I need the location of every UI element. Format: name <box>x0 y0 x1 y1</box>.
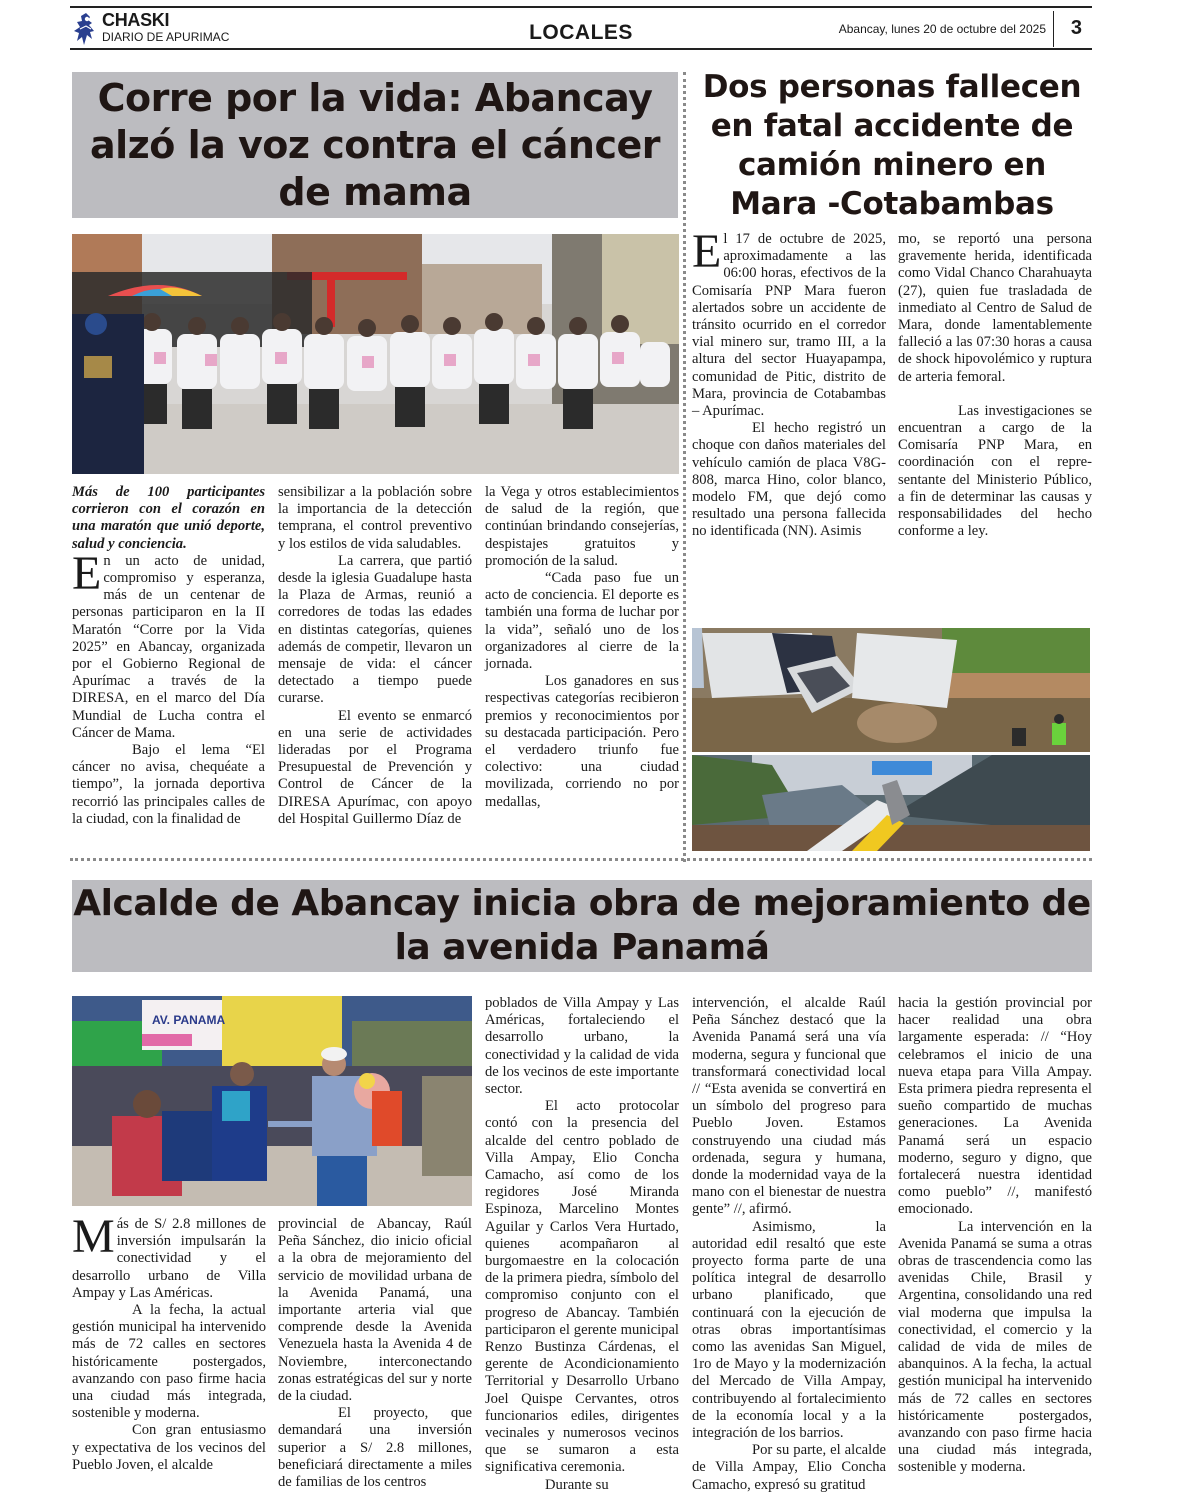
article-paragraph: El hecho registró un choque con daños materiales del vehículo camión de placa V8G-808, marca Hino, color blanco, modelo FM, que dejó como resultado una persona fallecida no identificada (NN). Asimis <box>692 420 886 540</box>
article-paragraph: mo, se reportó una persona gravemente herida, identificada como Vidal Chanco Charahuayta (27), quien fue trasladada de inmediato al Centro de Salud de Mara, donde lamentablemente falleció a las 07:30 horas a causa de shock hipovolémico y ruptura de arteria femoral. <box>898 231 1092 385</box>
article-paragraph: La intervención en la Avenida Panamá se suma a otras obras de trascendencia como las avenidas Chile, Brasil y Argentina, consolidando una red vial moderna que impulsa la conectividad, el comercio y la calidad de vida de miles de abanquinos. A la fecha, la actual gestión municipal ha intervenido más de 72 calles en sectores históricamente postergados, avanzando con paso firme hacia una ciudad más integrada, sostenible y moderna. <box>898 1218 1092 1476</box>
article-marathon-column-3 <box>485 484 679 811</box>
section-separator <box>70 858 1092 861</box>
headline-box <box>72 880 1092 972</box>
article-paragraph: Las investigaciones se encuentran a cargo de la Comisaría PNP Mara, en coordinación con el representante del Ministerio Público, a fin de determinar las causas y responsabilidades del hecho conforme a ley. <box>898 402 1092 540</box>
article-accident-column-2 <box>898 231 1092 540</box>
masthead-divider <box>1053 11 1054 47</box>
article-paragraph: Con gran entusiasmo y expectativa de los vecinos del Pueblo Joven, el alcalde <box>72 1422 266 1473</box>
column-separator <box>683 72 686 862</box>
article-paragraph: A la fecha, la actual gestión municipal ha intervenido más de 72 calles en sectores históricamente postergados, avanzando con paso firme hacia una ciudad más integrada, sostenible y moderna. <box>72 1302 266 1422</box>
headline-marathon: Corre por la vida: Abancay alzó la voz contra el cáncer de mama <box>90 75 660 214</box>
article-paragraph: hacia la gestión provincial por hacer realidad una obra largamente esperada: // “Hoy celebramos el inicio de una nueva etapa para Villa Ampay. Esta primera piedra representa el sueño compartido de muchas generaciones. La Avenida Panamá será un espacio moderno, seguro y digno, que fortalecerá nuestra identidad como pueblo” //, manifestó emocionado. <box>898 995 1092 1218</box>
article-panama-column-4 <box>692 995 886 1494</box>
photo-mayor-greeting <box>72 996 472 1206</box>
article-paragraph: Bajo el lema “El cáncer no avisa, chequéate a tiempo”, la jornada deportiva recorrió las principales calles de la ciudad, con la finalidad de <box>72 742 265 827</box>
photo-sign-text: AV. PANAMA <box>152 1013 226 1027</box>
article-paragraph: El 17 de octubre de 2025, aproximadamente a las 06:00 horas, efectivos de la Comisaría PNP Mara fueron alertados sobre un accidente de tránsito ocurrido en el corredor vial minero sur, tramo III, a la altura del sector Huayapampa, comunidad de Pitic, distrito de Mara, provincia de Cotabambas – Apurímac. <box>692 225 886 420</box>
headline-accident: Dos personas fallecen en fatal accidente de camión minero en Mara -Cotabambas <box>702 69 1082 222</box>
article-paragraph: Durante su <box>545 1476 609 1493</box>
article-paragraph: El acto protocolar contó con la presencia del alcalde del centro poblado de Villa Ampay, Elio Concha Camacho, así como de los regidores José Miranda Espinoza, Marcelino Montes Aguilar y Carlos Vera Hurtado, quienes acompañaron al burgomaestre en la colocación de la primera piedra, símbolo del compromiso conjunto con el progreso de Abancay. También participaron el gerente municipal Renzo Bustinza Cárdenas, el gerente de Acondicionamiento Territorial y Desarrollo Urbano Joel Quispe Cervantes, otros funcionarios ediles, dirigentes vecinales y numerosos vecinos que se sumaron a esta significativa ceremonia. <box>485 1098 679 1476</box>
drop-cap: E <box>72 546 102 600</box>
article-panama-column-1 <box>72 1210 266 1474</box>
article-panama-column-2 <box>278 1216 472 1491</box>
article-paragraph: poblados de Villa Ampay y Las Américas, fortaleciendo el desarrollo urbano, la conectividad y la calidad de vida de los vecinos de este importante sector. <box>485 995 679 1098</box>
brand-subtitle: DIARIO DE APURIMAC <box>102 30 230 44</box>
headline-box <box>692 68 1092 224</box>
issue-date: Abancay, lunes 20 de octubre del 2025 <box>838 22 1046 36</box>
article-paragraph: “Cada paso fue un acto de conciencia. El deporte es también una forma de luchar por la vida”, señaló uno de los organizadores al cierre de la jornada. <box>485 570 679 673</box>
article-marathon-column-1 <box>72 484 265 828</box>
drop-cap: M <box>72 1210 115 1263</box>
article-lede: Más de 100 participantes corrieron con el corazón en una maratón que unió deporte, salud y conciencia. <box>72 484 265 552</box>
article-accident-column-1 <box>692 225 886 541</box>
article-paragraph: Asimismo, la autoridad edil resaltó que este proyecto forma parte de una política integral de desarrollo urbano planificado, que continuará con la ejecución de otras obras importantísimas como las avenidas San Miguel, 1ro de Mayo y la modernización del Mercado de Villa Ampay, contribuyendo al fortalecimiento de la economía local y a la integración de los barrios. <box>692 1218 886 1442</box>
article-panama-column-3 <box>485 995 679 1494</box>
article-paragraph: El evento se enmarcó en una serie de actividades lideradas por el Programa Presupuestal de Prevención y Control de Cáncer de la DIRESA Apurímac, con apoyo del Hospital Guillermo Díaz de <box>278 707 472 827</box>
drop-cap: E <box>692 225 722 278</box>
article-paragraph: Por su parte, el alcalde de Villa Ampay, Elio Concha Camacho, expresó su gratitud <box>692 1442 886 1493</box>
article-panama-column-5 <box>898 995 1092 1477</box>
article-paragraph: Los ganadores en sus respectivas categorías recibieron premios y reconocimientos por su destacada participación. Pero el verdadero triunfo fue colectivo: una ciudad movilizada, corriendo no por medallas, <box>485 673 679 810</box>
headline-avenida-panama: Alcalde de Abancay inicia obra de mejoramiento de la avenida Panamá <box>73 883 1091 968</box>
section-name: LOCALES <box>529 21 633 44</box>
headline-box <box>72 72 678 218</box>
article-paragraph: La carrera, que partió desde la iglesia Guadalupe hasta la Plaza de Armas, reunió a corredores de todas las edades en distintas categorías, quienes además de competir, llevaron un mensaje de vida: el cáncer detectado a tiempo puede curarse. <box>278 552 472 707</box>
article-paragraph: sensibilizar a la población sobre la importancia de la detección temprana, el control preventivo y los estilos de vida saludables. <box>278 484 472 552</box>
article-paragraph: la Vega y otros establecimientos de salud de la región, que continúan brindando consejerías, despistajes gratuitos y promoción de la salud. <box>485 484 679 569</box>
article-paragraph: En un acto de unidad, compromiso y esperanza, más de un centenar de personas participaron en la II Maratón “Corre por la Vida 2025” en Abancay, organizada por el Gobierno Regional de Apurímac a través de la DIRESA, en el marco del Día Mundial de Lucha contra el Cáncer de Mama. <box>72 546 265 741</box>
photo-overturned-truck <box>692 628 1090 752</box>
photo-runners <box>72 234 679 474</box>
photo-truck-on-slope <box>692 755 1090 851</box>
brand-name: CHASKI <box>102 10 170 30</box>
article-paragraph: provincial de Abancay, Raúl Peña Sánchez, dio inicio oficial a la obra de mejoramiento del servicio de movilidad urbana de la Avenida Panamá, una importante arteria vial que comprende desde la Avenida Venezuela hasta la Avenida 4 de Noviembre, interconectando zonas estratégicas del sur y norte de la ciudad. <box>278 1216 472 1405</box>
page-number: 3 <box>1070 17 1082 39</box>
article-paragraph: Más de S/ 2.8 millones de inversión impulsarán la conectividad y el desarrollo urbano de Villa Ampay y Las Américas. <box>72 1210 266 1301</box>
article-paragraph: El proyecto, que demandará una inversión superior a S/ 2.8 millones, beneficiará directamente a miles de familias de los centros <box>278 1405 472 1491</box>
masthead <box>70 6 1092 50</box>
article-paragraph: intervención, el alcalde Raúl Peña Sánchez destacó que la Avenida Panamá será una vía moderna, segura y funcional que transformará conectividad local // “Esta avenida se convertirá en un símbolo del progreso para Pueblo Joven. Estamos construyendo una ciudad más ordenada, segura y humana, donde la modernidad vaya de la mano con el bienestar de nuestra gente” //, afirmó. <box>692 995 886 1218</box>
article-marathon-column-2 <box>278 484 472 828</box>
